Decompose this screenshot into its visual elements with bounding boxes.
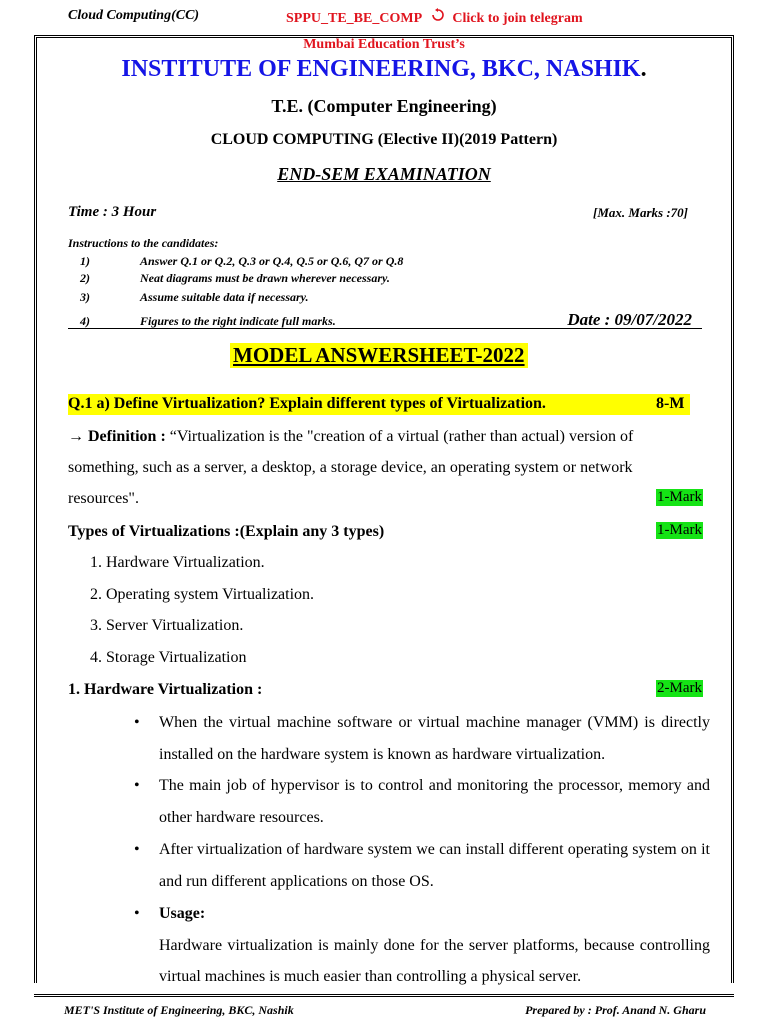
bullet-item: • After virtualization of hardware system we can install different operating system on it and run different applications on those OS. [134, 834, 710, 897]
list-item: 1. Hardware Virtualization. [90, 554, 265, 571]
bullet-item: • When the virtual machine software or virtual machine manager (VMM) is directly installed on the hardware system is known as hardware virtualization. [134, 707, 710, 770]
telegram-text: Click to join telegram [452, 11, 583, 26]
footer-divider [34, 994, 734, 997]
instruction-item: 4) Figures to the right indicate full marks. [80, 314, 336, 328]
usage-label: Usage: [159, 905, 206, 922]
course-title: CLOUD COMPUTING (Elective II)(2019 Pattern) [210, 131, 558, 148]
channel-name: SPPU_TE_BE_COMP [286, 11, 422, 26]
instruction-item: 3) Assume suitable data if necessary. [80, 290, 309, 304]
bullet-icon: • [134, 714, 140, 731]
exam-time: Time : 3 Hour [68, 204, 157, 220]
bullet-icon: • [134, 905, 140, 922]
mark-badge: 2-Mark [657, 680, 702, 696]
instructions-title: Instructions to the candidates: [68, 236, 219, 250]
bullet-icon: • [134, 841, 140, 858]
definition-line-2: something, such as a server, a desktop, a storage device, an operating system or network [68, 459, 633, 476]
telegram-link[interactable] [286, 8, 583, 27]
divider [68, 328, 702, 329]
top-bar [68, 8, 708, 28]
max-marks: [Max. Marks :70] [593, 205, 688, 220]
institute-name: INSTITUTE OF ENGINEERING, BKC, NASHIK [121, 56, 641, 82]
hardware-heading: 1. Hardware Virtualization : [68, 681, 263, 698]
pointing-hand-icon [431, 8, 445, 27]
question-marks: 8-M [656, 395, 685, 412]
question-text: Q.1 a) Define Virtualization? Explain different types of Virtualization. [68, 395, 546, 412]
mark-badge: 1-Mark [657, 522, 702, 538]
arrow-icon: → [68, 428, 84, 445]
instruction-item: 2) Neat diagrams must be drawn wherever necessary. [80, 271, 390, 285]
subject-label: Cloud Computing(CC) [68, 8, 200, 23]
footer-institute: MET'S Institute of Engineering, BKC, Nashik [64, 1003, 294, 1017]
trust-name: Mumbai Education Trust’s [303, 37, 465, 52]
exam-title: END-SEM EXAMINATION [277, 164, 491, 184]
bullet-icon: • [134, 777, 140, 794]
types-heading: Types of Virtualizations :(Explain any 3 types) [68, 523, 385, 540]
page-title: MODEL ANSWERSHEET-2022 [230, 343, 528, 368]
instruction-item: 1) Answer Q.1 or Q.2, Q.3 or Q.4, Q.5 or Q.6, Q7 or Q.8 [80, 254, 404, 268]
definition-line-1: → Definition : “Virtualization is the "creation of a virtual (rather than actual) version of [68, 428, 634, 445]
usage-text: Hardware virtualization is mainly done for the server platforms, because controlling virtual machines is much easier than controlling a physical server. [159, 936, 710, 985]
institute-title [34, 56, 734, 83]
bullet-item: • The main job of hypervisor is to control and monitoring the processor, memory and other hardware resources. [134, 770, 710, 833]
definition-label: Definition : [88, 428, 166, 445]
mark-badge: 1-Mark [657, 489, 702, 505]
list-item: 2. Operating system Virtualization. [90, 586, 315, 603]
definition-line-3: resources". [68, 490, 139, 507]
list-item: 3. Server Virtualization. [90, 617, 244, 634]
footer-author: Prepared by : Prof. Anand N. Gharu [525, 1003, 706, 1017]
usage-item [134, 898, 710, 993]
class-title: T.E. (Computer Engineering) [271, 96, 497, 116]
institute-dot: . [640, 56, 647, 82]
list-item: 4. Storage Virtualization [90, 649, 247, 666]
exam-date: Date : 09/07/2022 [567, 310, 692, 329]
